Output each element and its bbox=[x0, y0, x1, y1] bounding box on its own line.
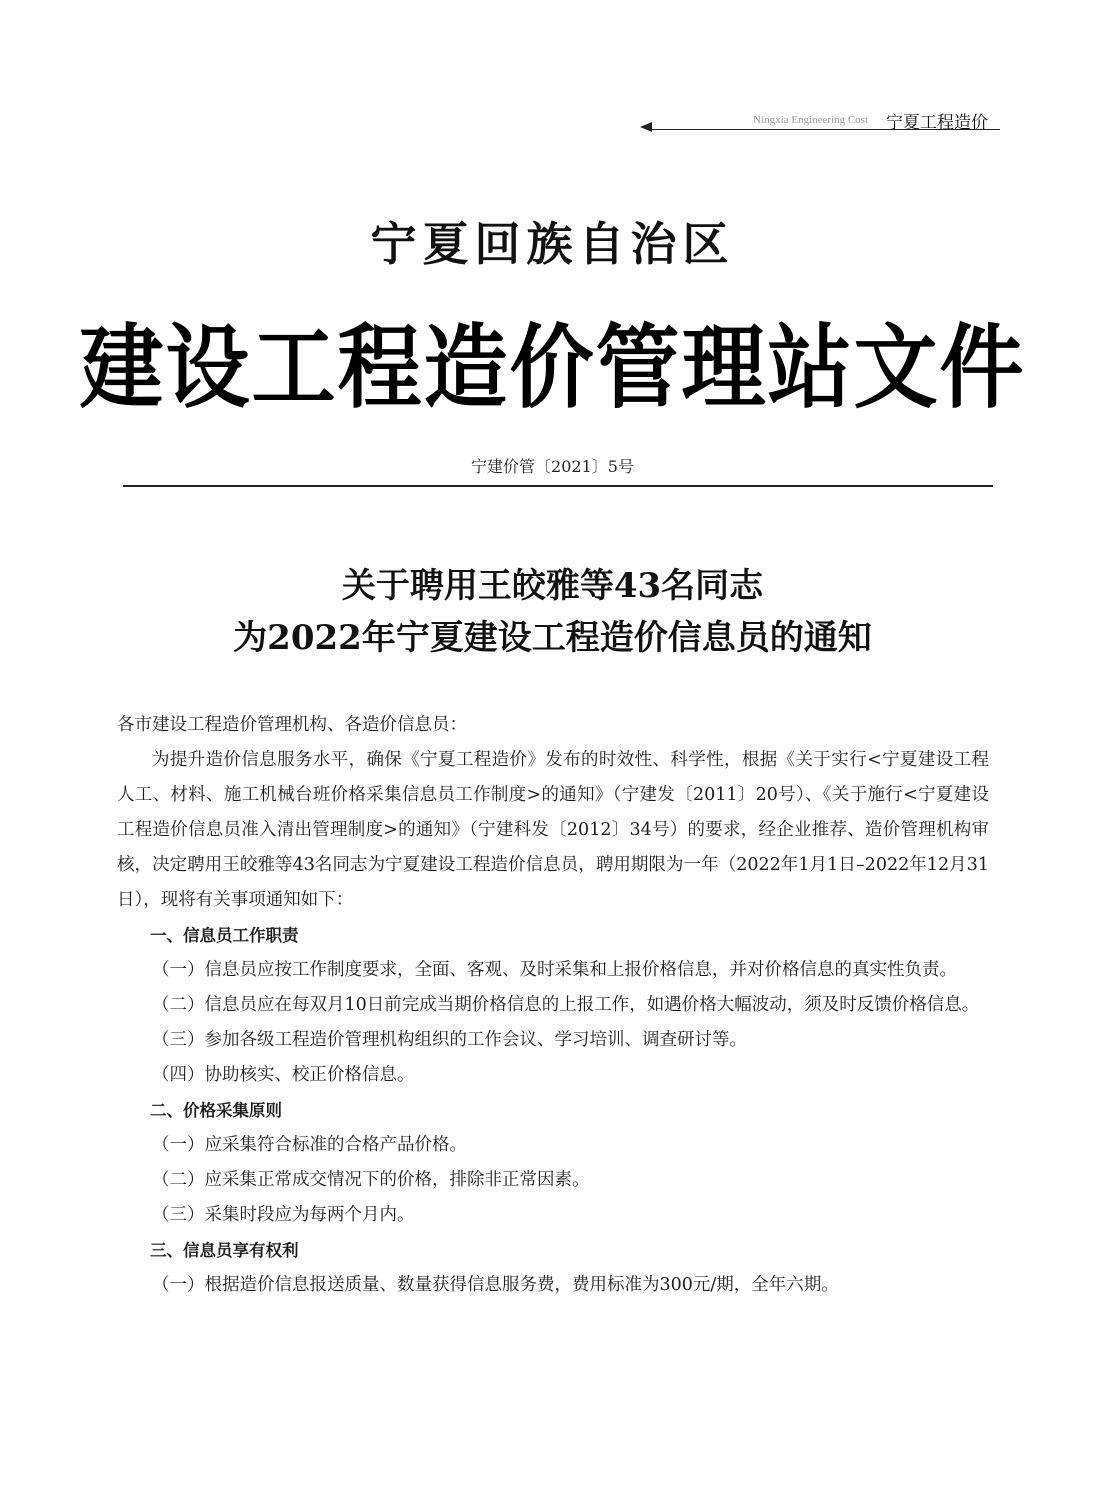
salutation: 各市建设工程造价管理机构、各造价信息员： bbox=[117, 715, 467, 735]
section-1-item-4: （四）协助核实、校正价格信息。 bbox=[152, 1065, 415, 1085]
section-2-item-2: （二）应采集正常成交情况下的价格，排除非正常因素。 bbox=[152, 1170, 590, 1190]
section-heading-2: 二、价格采集原则 bbox=[150, 1101, 282, 1120]
section-2-item-1: （一）应采集符合标准的合格产品价格。 bbox=[152, 1135, 467, 1155]
section-heading-3: 三、信息员享有权利 bbox=[150, 1241, 299, 1260]
intro-paragraph: 为提升造价信息服务水平，确保《宁夏工程造价》发布的时效性、科学性，根据《关于实行<宁夏建设工程人工、材料、施工机械台班价格采集信息员工作制度>的通知》（宁建发〔2011〕20号）、《关于施行<宁夏建设工程造价信息员准入清出管理制度>的通知》（宁建科发〔2012〕34号）的要求，经企业推荐、造价管理机构审核，决定聘用王皎雅等43名同志为宁夏建设工程造价信息员，聘用期限为一年（2022年1月1日–2022年12月31日），现将有关事项通知如下： bbox=[117, 750, 989, 910]
running-header bbox=[640, 108, 1000, 138]
notice-title bbox=[0, 560, 1105, 664]
journal-chinese-name: 宁夏工程造价 bbox=[886, 113, 988, 133]
section-2-item-3: （三）采集时段应为每两个月内。 bbox=[152, 1205, 415, 1225]
section-1-item-1: （一）信息员应按工作制度要求，全面、客观、及时采集和上报价格信息，并对价格信息的真实性负责。 bbox=[152, 960, 957, 980]
journal-english-name: Ningxia Engineering Cost bbox=[753, 114, 868, 126]
title-line-2: 为2022年宁夏建设工程造价信息员的通知 bbox=[233, 618, 872, 658]
header-divider bbox=[123, 485, 993, 487]
section-1-item-2: （二）信息员应在每双月10日前完成当期价格信息的上报工作，如遇价格大幅波动，须及时反馈价格信息。 bbox=[152, 995, 980, 1015]
notice-body bbox=[117, 708, 989, 1303]
document-number: 宁建价管〔2021〕5号 bbox=[471, 457, 634, 476]
issuing-organization: 建设工程造价管理站文件 bbox=[79, 313, 1026, 421]
issuing-region: 宁夏回族自治区 bbox=[370, 217, 735, 271]
title-line-1: 关于聘用王皎雅等43名同志 bbox=[341, 566, 764, 606]
section-heading-1: 一、信息员工作职责 bbox=[150, 926, 299, 945]
section-3-item-1: （一）根据造价信息报送质量、数量获得信息服务费，费用标准为300元/期，全年六期。 bbox=[152, 1275, 839, 1295]
section-1-item-3: （三）参加各级工程造价管理机构组织的工作会议、学习培训、调查研讨等。 bbox=[152, 1030, 747, 1050]
arrow-left-icon bbox=[640, 122, 652, 132]
